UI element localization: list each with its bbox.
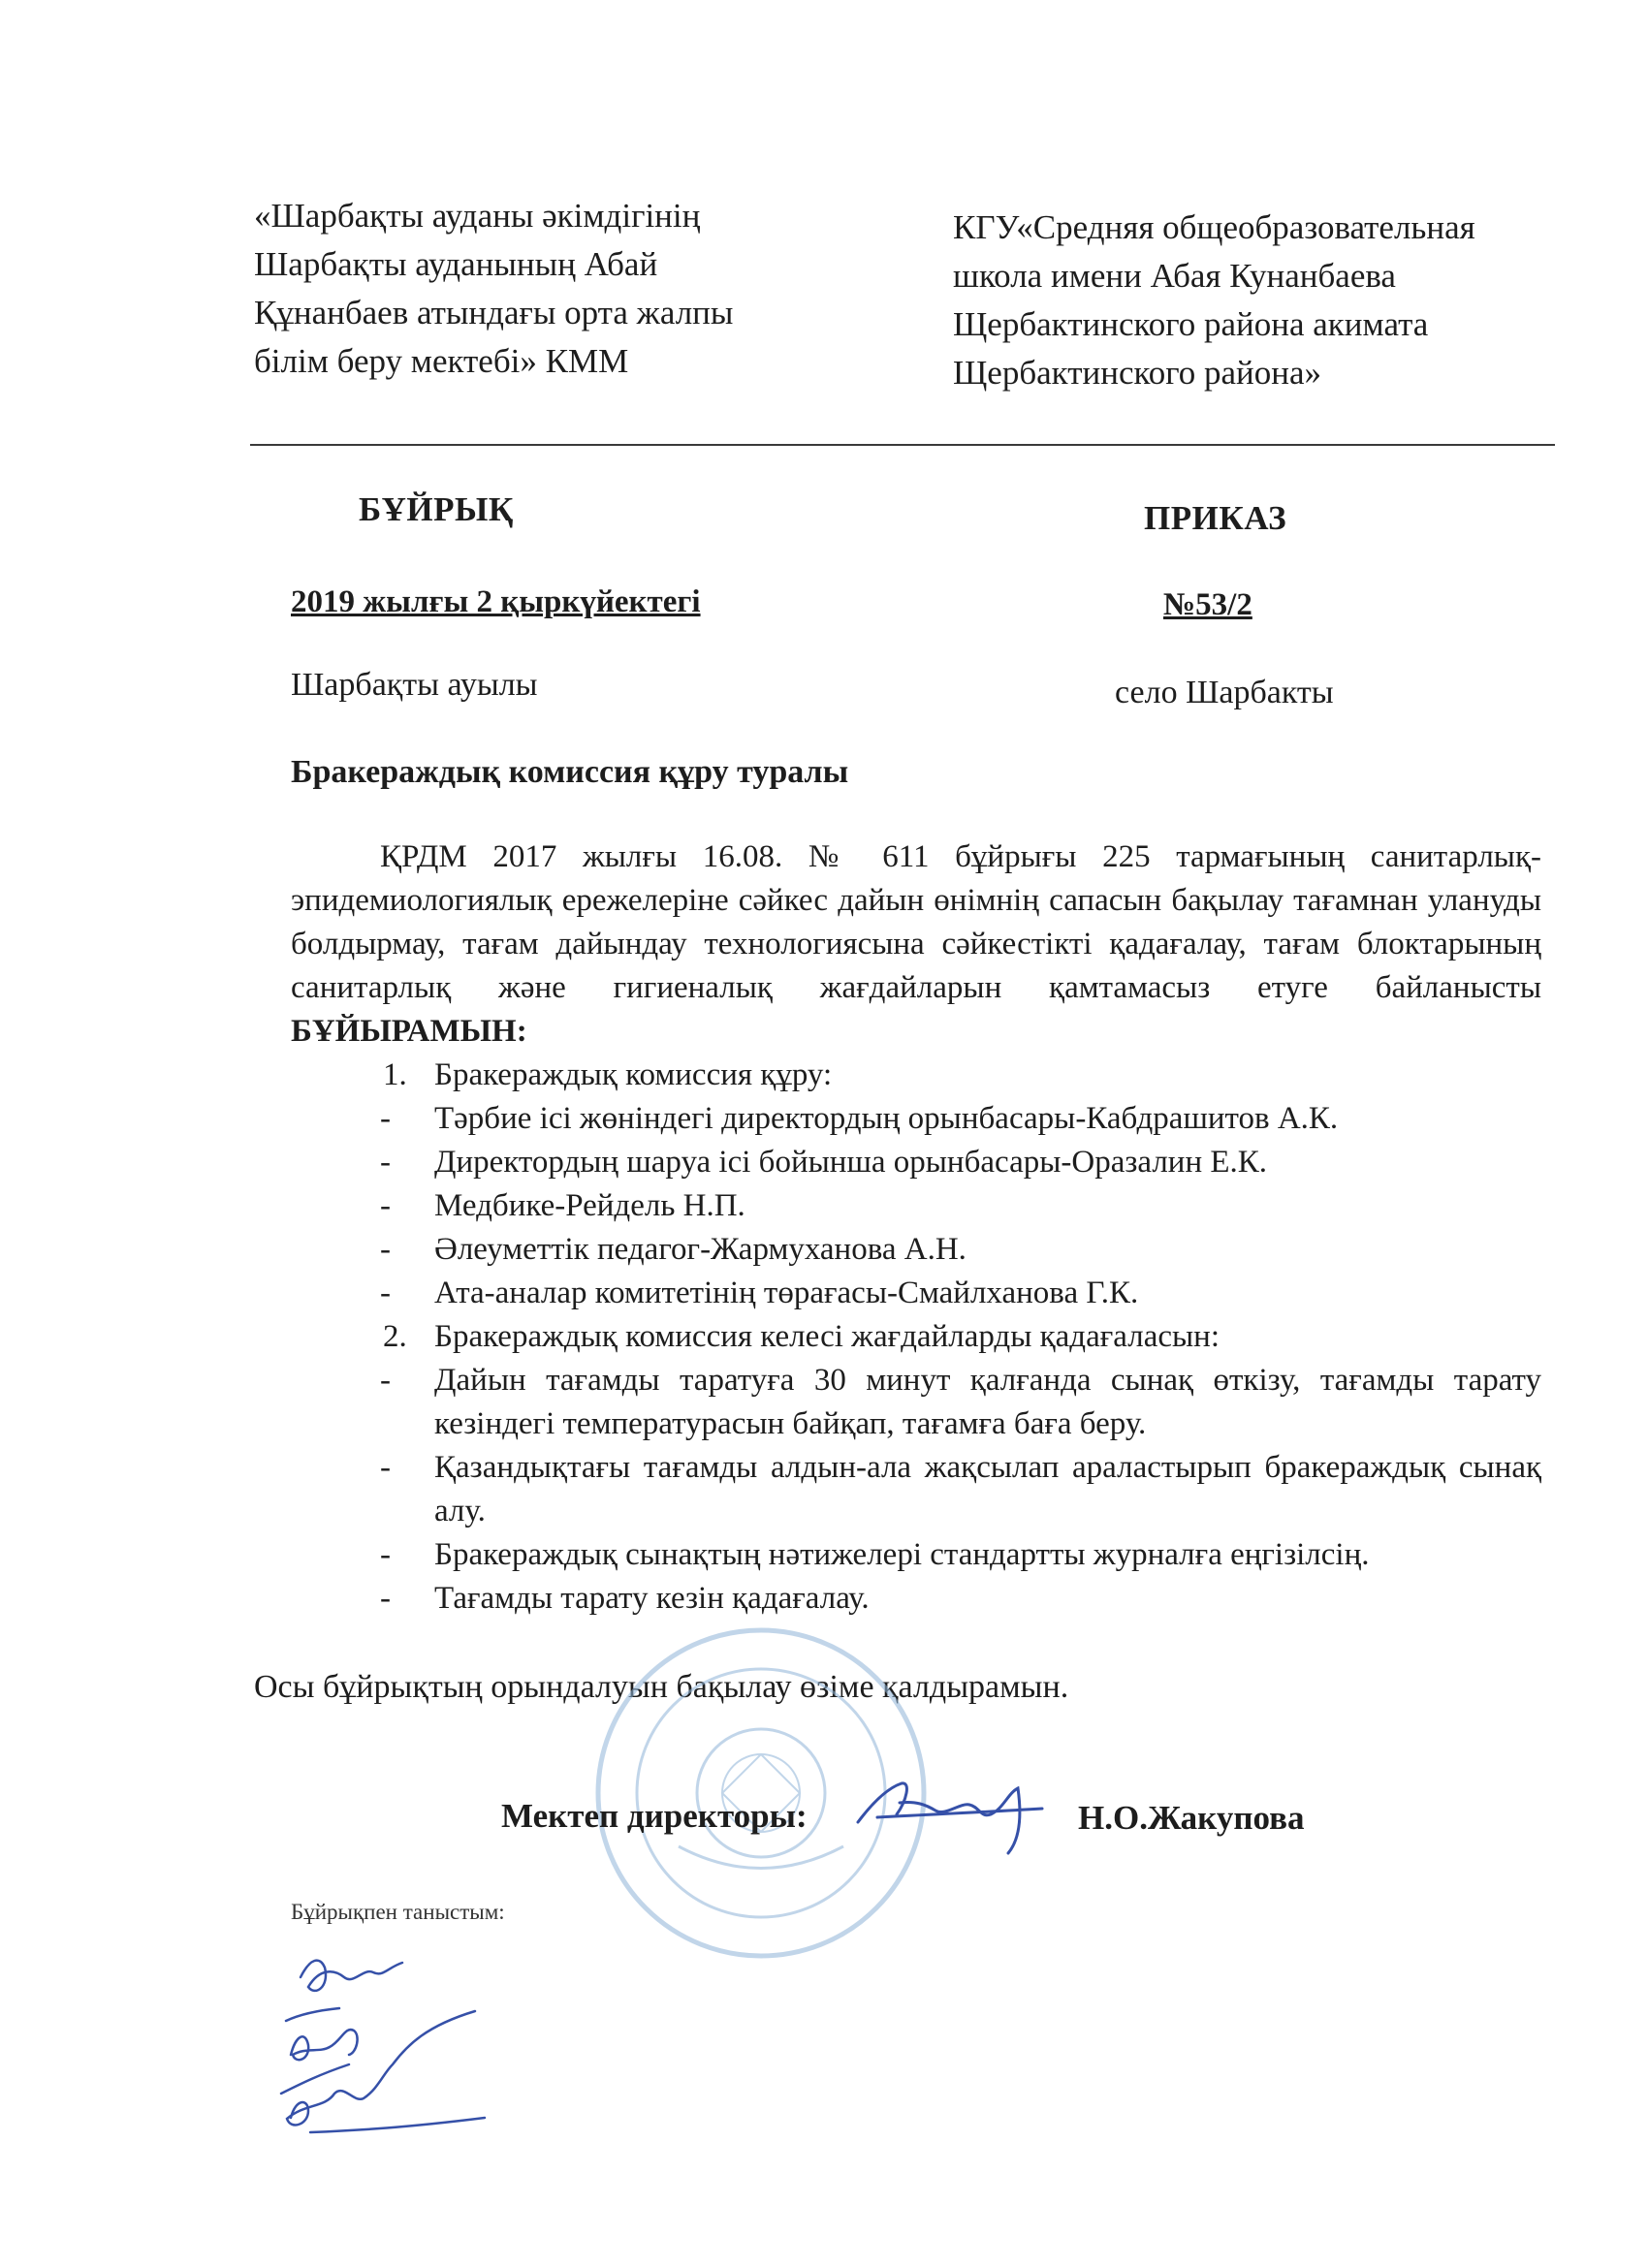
list-item: - Медбике-Рейдель Н.П. [380,1188,745,1223]
header-right-line: Щербактинского района акимата [953,305,1429,343]
list-item: - Қазандықтағы тағамды алдын-ала жақсылап араластырып бракераждық сынақ алу. [380,1450,1541,1528]
director-name: Н.О.Жакупова [1078,1799,1305,1837]
intro-text: ҚРДМ 2017 жылғы 16.08. № 611 бұйрығы 225 тармағының санитарлық-эпидемиологиялық ережелеріне сәйкес дайын өнімнің сапасын бақылау тағамнан улануды болдырмау, тағам дайындау технологиясына сәйкестікті қадағалау, тағам блоктарының санитарлық және гигиеналық жағдайларын қамтамасыз етуге байланысты [291,839,1541,1005]
title-kz: БҰЙРЫҚ [359,490,514,528]
list-item: 1. Бракераждық комиссия құру: [383,1057,833,1092]
list-item: - Дайын тағамды таратуға 30 минут қалғанда сынақ өткізу, тағамды тарату кезіндегі температурасын байқап, тағамға баға беру. [380,1363,1541,1441]
closing-sentence: Осы бұйрықтың орындалуын бақылау өзіме қалдырамын. [254,1669,1069,1705]
order-date: 2019 жылғы 2 қыркүйектегі [291,584,701,619]
list-item: - Ата-аналар комитетінің төрағасы-Смайлханова Г.К. [380,1276,1139,1310]
list-item: - Тәрбие ісі жөніндегі директордың орынбасары-Кабдрашитов А.К. [380,1101,1339,1136]
order-number: №53/2 [1163,587,1252,622]
list-item: - Бракераждық сынақтың нәтижелері стандартты журналға еңгізілсің. [380,1537,1370,1572]
header-left-line: «Шарбақты ауданы әкімдігінің [254,197,701,235]
header-left-line: білім беру мектебі» КММ [254,342,629,380]
list-item: - Әлеуметтік педагог-Жармуханова А.Н. [380,1232,967,1267]
director-role: Мектеп директоры: [501,1797,808,1835]
place-kz: Шарбақты ауылы [291,667,538,703]
list-item: - Тағамды тарату кезін қадағалау. [380,1581,870,1616]
header-right-line: Щербактинского района» [953,354,1322,392]
header-right-line: КГУ«Средняя общеобразовательная [953,208,1475,246]
order-subject: Бракераждық комиссия құру туралы [291,754,849,790]
list-item: - Директордың шаруа ісі бойынша орынбасары-Оразалин Е.К. [380,1145,1268,1180]
title-ru: ПРИКАЗ [1144,499,1287,537]
header-left-line: Құнанбаев атындағы орта жалпы [254,294,734,331]
place-ru: село Шарбакты [1115,675,1334,710]
header-left-line: Шарбақты ауданының Абай [254,245,658,283]
intro-command: БҰЙЫРАМЫН: [291,1014,527,1049]
header-right-line: школа имени Абая Кунанбаева [953,257,1396,295]
acknowledgement-label: Бұйрықпен таныстым: [291,1900,505,1924]
list-item: 2. Бракераждық комиссия келесі жағдайларды қадағаласын: [383,1319,1220,1354]
